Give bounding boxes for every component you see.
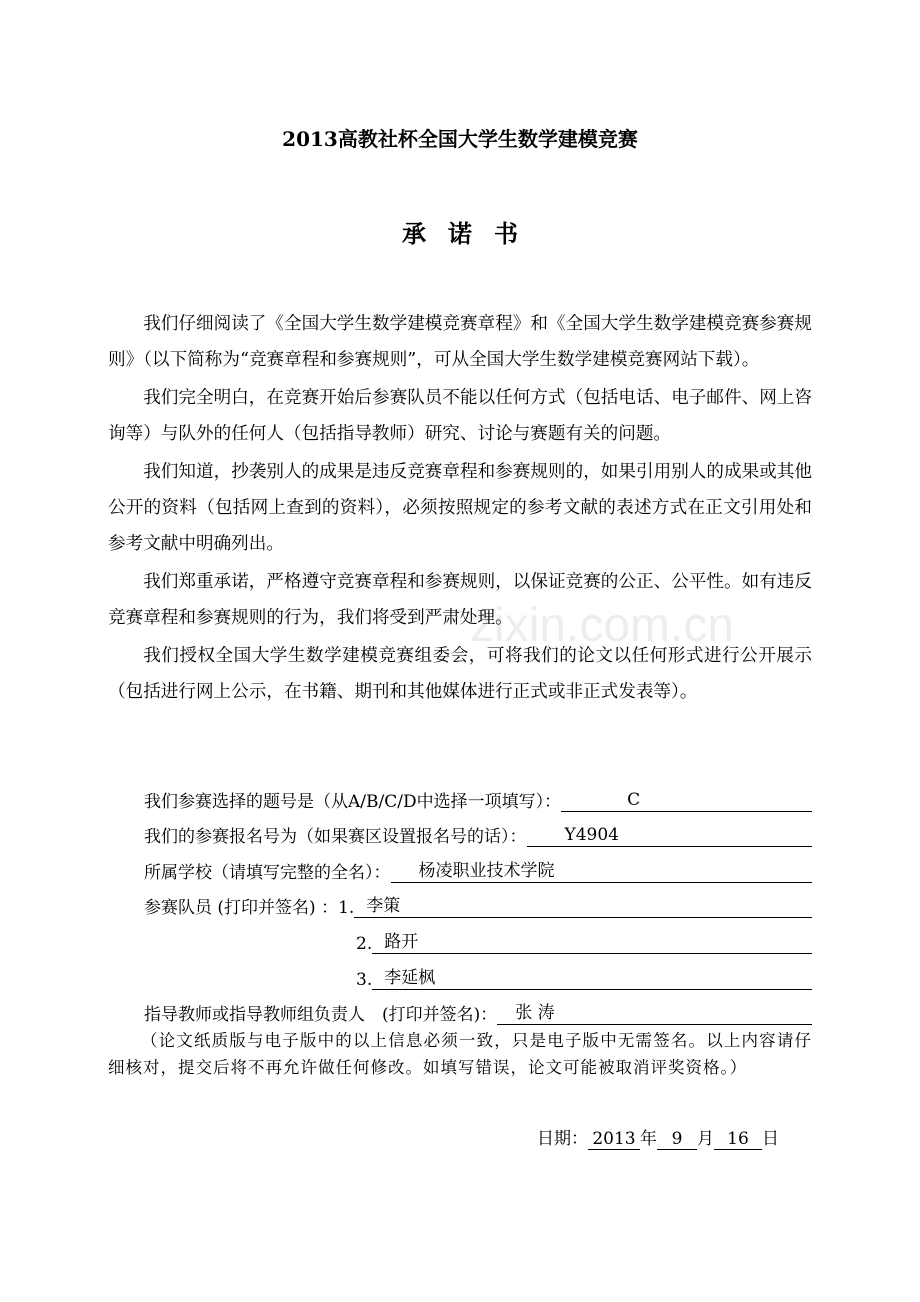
school-label: 所属学校（请填写完整的全名）： <box>144 862 391 883</box>
registration-label: 我们的参赛报名号为（如果赛区设置报名号的话）： <box>144 827 527 848</box>
year-unit: 年 <box>640 1129 657 1149</box>
paragraph: 我们郑重承诺，严格遵守竞赛章程和参赛规则，以保证竞赛的公正、公平性。如有违反竞赛章程和参赛规则的行为，我们将受到严肃处理。 <box>108 572 812 628</box>
member-row <box>144 954 812 990</box>
paragraph: 我们仔细阅读了《全国大学生数学建模竞赛章程》和《全国大学生数学建模竞赛参赛规则》（以下简称为“竞赛章程和参赛规则”，可从全国大学生数学建模竞赛网站下载）。 <box>108 314 812 370</box>
date-day: 16 <box>714 1129 762 1150</box>
member-number: 2. <box>356 933 373 954</box>
date-month: 9 <box>657 1129 697 1150</box>
member-number: 1. <box>338 898 355 919</box>
member-row <box>144 883 812 919</box>
registration-row <box>144 812 812 848</box>
member-number: 3. <box>356 969 373 990</box>
problem-label: 我们参赛选择的题号是（从A/B/C/D中选择一项填写）： <box>144 791 562 812</box>
date-year: 2013 <box>588 1129 640 1150</box>
document-title: 2013高教社杯全国大学生数学建模竞赛 <box>282 127 638 151</box>
member-row <box>144 918 812 954</box>
paragraph: 我们授权全国大学生数学建模竞赛组委会，可将我们的论文以任何形式进行公开展示（包括进行网上公示，在书籍、期刊和其他媒体进行正式或非正式发表等）。 <box>108 646 812 702</box>
school-row <box>144 847 812 883</box>
members-label: 参赛队员 (打印并签名) ： <box>144 898 339 919</box>
info-fields <box>144 776 812 1025</box>
problem-value: C <box>561 789 812 812</box>
member-name: 路开 <box>372 931 812 954</box>
advisor-row <box>144 990 812 1026</box>
watermark: zixin.com.cn <box>470 599 735 652</box>
member-name: 李策 <box>354 895 812 918</box>
problem-row <box>144 776 812 812</box>
member-name: 李延枫 <box>372 967 812 990</box>
note: （论文纸质版与电子版中的以上信息必须一致，只是电子版中无需签名。以上内容请仔细核对，提交后将不再允许做任何修改。如填写错误，论文可能被取消评奖资格。） <box>108 1031 812 1077</box>
advisor-label: 指导教师或指导教师组负责人 (打印并签名)： <box>144 1005 498 1026</box>
month-unit: 月 <box>697 1129 714 1149</box>
advisor-value: 张 涛 <box>497 1002 812 1025</box>
paragraph: 我们完全明白，在竞赛开始后参赛队员不能以任何方式（包括电话、电子邮件、网上咨询等）与队外的任何人（包括指导教师）研究、讨论与赛题有关的问题。 <box>108 388 812 444</box>
paragraph: 我们知道，抄袭别人的成果是违反竞赛章程和参赛规则的，如果引用别人的成果或其他公开的资料（包括网上查到的资料），必须按照规定的参考文献的表述方式在正文引用处和参考文献中明确列出。 <box>108 462 812 554</box>
document-subtitle: 承诺书 <box>402 219 540 248</box>
date-label: 日期： <box>537 1129 588 1149</box>
day-unit: 日 <box>762 1129 779 1149</box>
commitment-body <box>108 306 812 712</box>
date-line <box>537 1124 779 1150</box>
school-value: 杨凌职业技术学院 <box>391 860 813 883</box>
registration-value: Y4904 <box>527 824 813 847</box>
